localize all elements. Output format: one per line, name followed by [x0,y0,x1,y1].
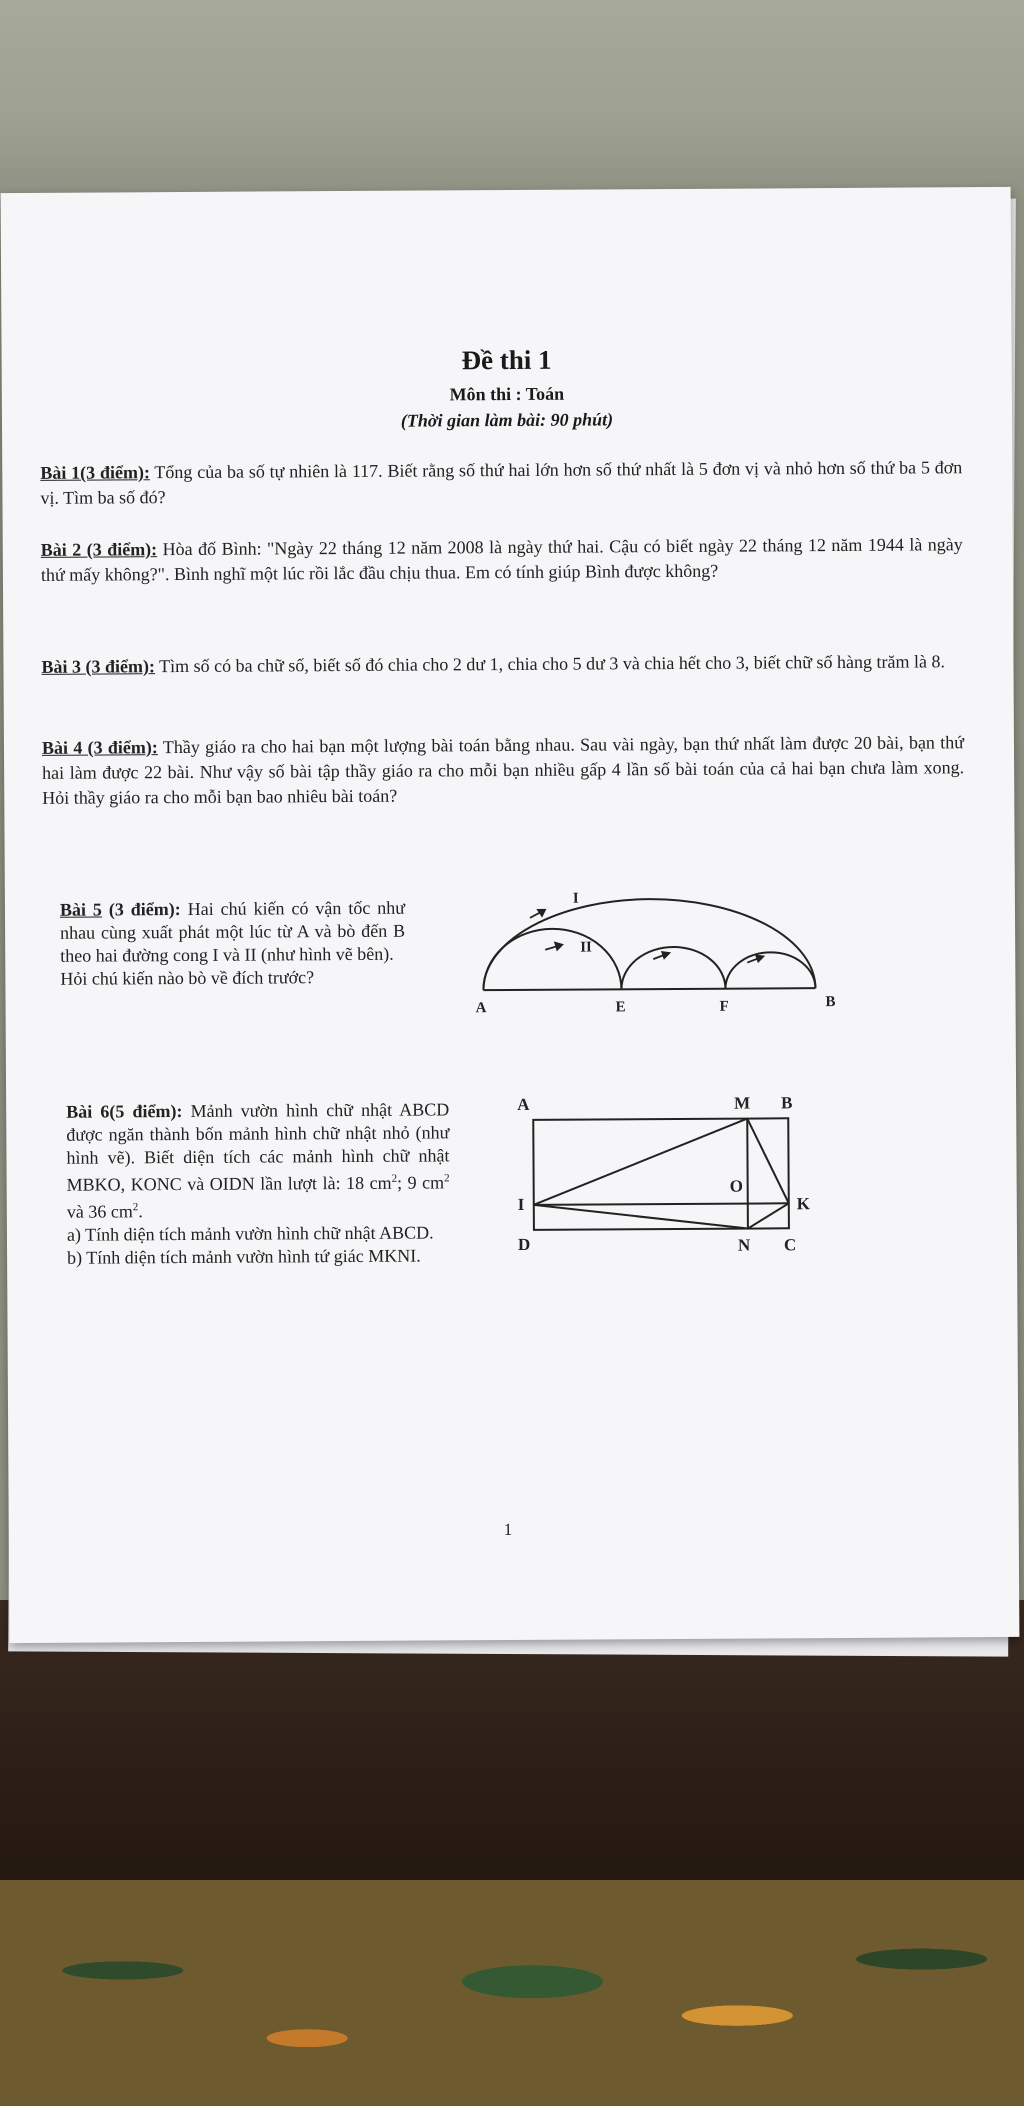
rect-abcd [533,1118,789,1230]
segment-mn [747,1119,748,1229]
fig1-label-a: A [475,1000,487,1017]
fig1-label-f: F [719,998,729,1015]
curve-ii-arc-3 [725,952,815,989]
fig2-label-n: N [737,1235,751,1255]
fig1-label-e: E [615,999,626,1016]
fig1-label-ii: II [580,939,592,956]
fig2-label-o: O [729,1176,743,1196]
fig2-label-m: M [734,1093,751,1113]
exam-subject: Môn thi : Toán [449,383,565,405]
fig2-label-k: K [796,1194,811,1214]
arrow-i-head-icon [538,910,545,916]
problem-6-text-c: và 36 cm [66,1201,133,1222]
problem-5-text: Hai chú kiến có vận tốc như nhau cùng xuất phát một lúc từ A và bò đến B theo hai đường cong I và II (như hình vẽ bên). [60,897,406,966]
problem-6 [66,1098,450,1269]
fig1-label-b: B [825,994,836,1011]
arrow-ii-1-head-icon [555,943,562,950]
problem-4-heading: Bài 4 (3 điểm): [41,737,158,758]
fig1-label-i: I [572,890,579,907]
problem-6-part-a: a) Tính diện tích mảnh vườn hình chữ nhật ABCD. [66,1222,434,1245]
garden-rectangle-figure [501,1088,842,1265]
arrow-ii-2-head-icon [662,952,669,958]
problem-3-heading: Bài 3 (3 điểm): [41,656,156,677]
problem-5-points: (3 điểm): [108,899,181,920]
curve-ii-arc-1 [483,928,621,990]
fig2-label-b: B [781,1093,793,1113]
problem-6-text-b: ; 9 cm [397,1172,445,1193]
problem-2-heading: Bài 2 (3 điểm): [40,539,158,560]
fig2-label-d: D [517,1234,531,1254]
problem-6-text-a: Mảnh vườn hình chữ nhật ABCD được ngăn thành bốn mảnh hình chữ nhật nhỏ (như hình vẽ). Biết diện tích các mảnh hình chữ nhật MBKO, KONC và OIDN lần lượt là: 18 cm [66,1099,450,1195]
problem-6-sup-2: 2 [444,1172,450,1185]
problem-1-text: Tổng của ba số tự nhiên là 117. Biết rằng số thứ hai lớn hơn số thứ nhất là 5 đơn vị và nhỏ hơn số thứ ba 5 đơn vị. Tìm ba số đó? [40,457,963,508]
problem-1-heading: Bài 1(3 điểm): [40,462,150,483]
curve-ii-arc-2 [621,947,725,990]
problem-6-text-d: . [138,1201,143,1222]
problem-5-question: Hỏi chú kiến nào bò về đích trước? [60,967,315,989]
segment-im [533,1119,748,1205]
problem-6-part-b: b) Tính diện tích mảnh vườn hình tứ giác MKNI. [67,1245,421,1268]
curve-i [483,898,816,990]
segment-mk [747,1118,789,1203]
background-tablecloth-bottom [0,1880,1024,2106]
fig2-label-c: C [783,1235,797,1255]
problem-6-sup-3: 2 [132,1201,139,1214]
problem-5-label: Bài 5 [59,899,102,920]
problem-5-heading [60,899,181,920]
exam-duration: (Thời gian làm bài: 90 phút) [400,409,614,431]
fig2-label-i: I [517,1194,525,1214]
problem-1 [40,455,962,511]
exam-paper [1,187,1020,1643]
problem-4 [42,730,964,811]
fig2-label-a: A [517,1094,530,1114]
arrow-ii-3-head-icon [756,955,763,961]
problem-3-text: Tìm số có ba chữ số, biết số đó chia cho 2 dư 1, chia cho 5 dư 3 và chia hết cho 3, biết chữ số hàng trăm là 8. [159,651,946,677]
problem-2-text: Hòa đố Bình: "Ngày 22 tháng 12 năm 2008 là ngày thứ hai. Cậu có biết ngày 22 tháng 12 năm 1944 là ngày thứ mấy không?". Bình nghĩ một lúc rồi lắc đầu chịu thua. Em có tính giúp Bình được không? [40,534,963,585]
problem-3 [41,649,963,680]
ant-paths-figure [465,888,866,1025]
background-tablecloth-top [0,0,1024,200]
problem-4-text: Thầy giáo ra cho hai bạn một lượng bài toán bằng nhau. Sau vài ngày, bạn thứ nhất làm được 20 bài, bạn thứ hai làm được 22 bài. Như vậy số bài tập thầy giáo ra cho mỗi bạn nhiều gấp 4 lần số bài toán của cả hai bạn chưa làm xong. Hỏi thầy giáo ra cho mỗi bạn bao nhiêu bài toán? [42,732,965,808]
segment-ik [534,1203,789,1205]
problem-2 [41,532,963,588]
segment-ni [534,1204,748,1230]
problem-6-heading: Bài 6(5 điểm): [66,1101,183,1122]
segment-ab [483,988,815,990]
page-number: 1 [503,1519,513,1540]
exam-title: Đề thi 1 [461,344,552,376]
problem-6-sup-1: 2 [391,1172,398,1185]
problem-5 [60,897,406,991]
segment-kn [748,1203,789,1228]
